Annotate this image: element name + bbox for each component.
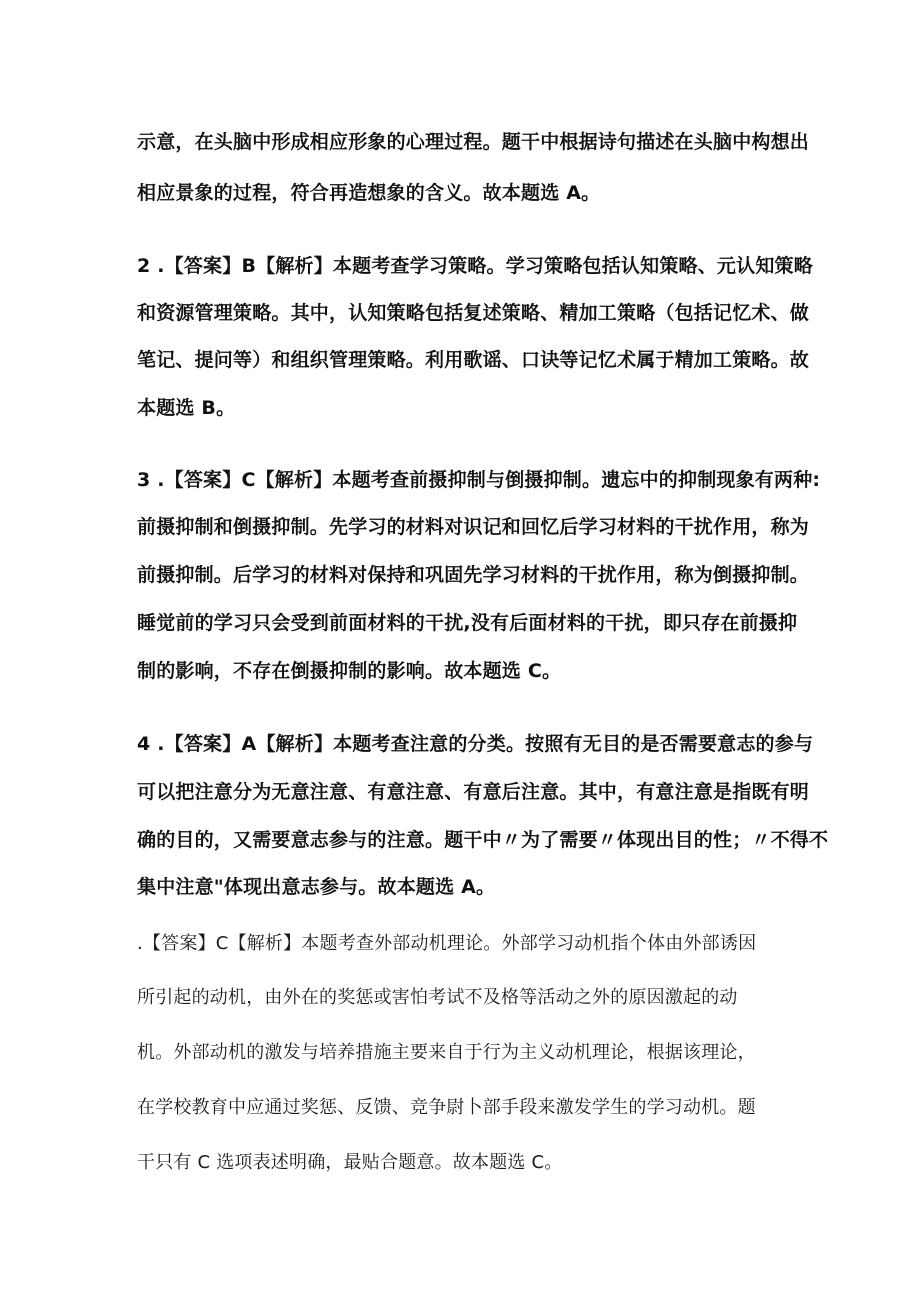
text-line: 笔记、提问等）和组织管理策略。利用歌谣、口诀等记忆术属于精加工策略。故 bbox=[137, 349, 810, 371]
text-line: 机。外部动机的激发与培养措施主要来自于行为主义动机理论，根据该理论， bbox=[137, 1042, 756, 1063]
text-line: 相应景象的过程，符合再造想象的含义。故本题选 A。 bbox=[137, 182, 601, 204]
text-line: 干只有 C 选项表述明确，最贴合题意。故本题选 C。 bbox=[137, 1152, 563, 1173]
text-line: 2 .【答案】B【解析】本题考查学习策略。学习策略包括认知策略、元认知策略 bbox=[137, 255, 813, 277]
text-line: 前摄抑制和倒摄抑制。先学习的材料对识记和回忆后学习材料的干扰作用，称为 bbox=[137, 516, 810, 538]
text-line: 可以把注意分为无意注意、有意注意、有意后注意。其中，有意注意是指既有明 bbox=[137, 781, 810, 803]
text-line: 和资源管理策略。其中，认知策略包括复述策略、精加工策略（包括记忆术、做 bbox=[137, 302, 810, 324]
text-line: 睡觉前的学习只会受到前面材料的干扰,没有后面材料的干扰，即只存在前摄抑 bbox=[137, 612, 798, 634]
text-line: 集中注意"体现出意志参与。故本题选 A。 bbox=[137, 876, 496, 898]
text-line: 示意，在头脑中形成相应形象的心理过程。题干中根据诗句描述在头脑中构想出 bbox=[137, 131, 810, 153]
text-line: .【答案】C【解析】本题考查外部动机理论。外部学习动机指个体由外部诱因 bbox=[137, 933, 757, 954]
text-line: 确的目的，又需要意志参与的注意。题干中〃为了需要〃体现出目的性；〃不得不 bbox=[137, 829, 829, 851]
text-line: 本题选 B。 bbox=[137, 397, 236, 419]
text-line: 前摄抑制。后学习的材料对保持和巩固先学习材料的干扰作用，称为倒摄抑制。 bbox=[137, 564, 810, 586]
text-line: 4 .【答案】A【解析】本题考查注意的分类。按照有无目的是否需要意志的参与 bbox=[137, 733, 814, 755]
text-line: 所引起的动机，由外在的奖惩或害怕考试不及格等活动之外的原因激起的动 bbox=[137, 987, 738, 1008]
text-line: 在学校教育中应通过奖惩、反馈、竞争尉卜部手段来激发学生的学习动机。题 bbox=[137, 1097, 756, 1118]
text-line: 3 .【答案】C【解析】本题考查前摄抑制与倒摄抑制。遗忘中的抑制现象有两种: bbox=[137, 469, 821, 491]
text-line: 制的影响，不存在倒摄抑制的影响。故本题选 C。 bbox=[137, 660, 562, 682]
